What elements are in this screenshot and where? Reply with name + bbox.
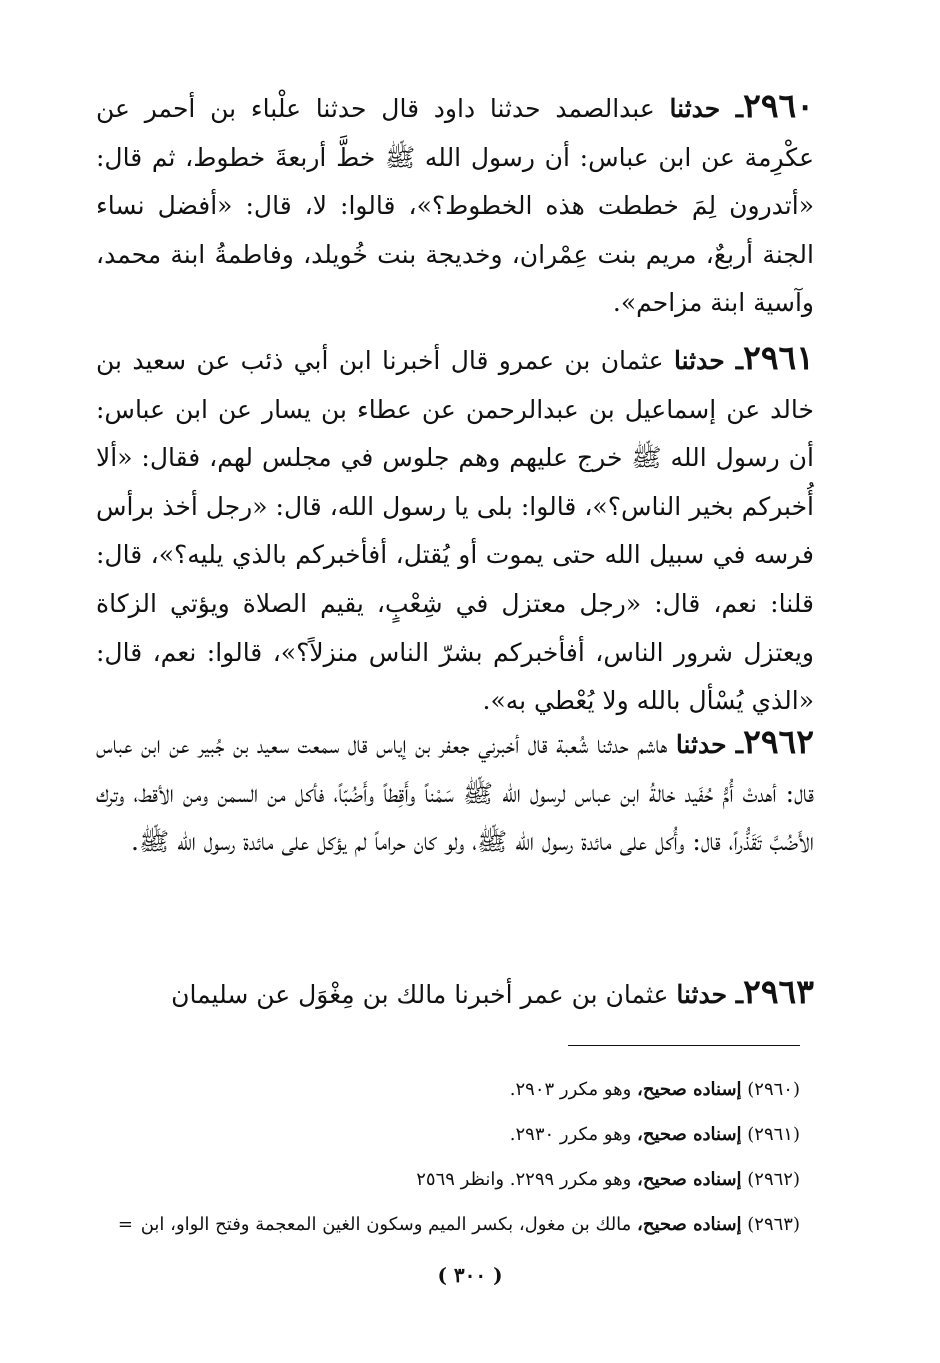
footnote-keyword: إسناده صحيح، <box>637 1079 742 1100</box>
hadith-dash: ـ <box>727 980 744 1009</box>
hadith-dash: ـ <box>726 730 744 759</box>
footnote-keyword: إسناده صحيح، <box>637 1124 742 1145</box>
hadith-body: عثمان بن عمر أخبرنا مالك بن مِغْوَل عن سليمان <box>171 980 669 1009</box>
hadith-number: ٢٩٦٣ <box>743 972 814 1011</box>
hadith-text-block-3 <box>96 718 814 867</box>
hadith-number: ٢٩٦٠ <box>743 86 815 125</box>
footnote-2961 <box>84 1112 800 1157</box>
hadith-keyword: حدثنا <box>669 94 721 123</box>
footnote-text: وهو مكرر ٢٩٣٠. <box>509 1124 632 1145</box>
footnote-text: وهو مكرر ٢٩٠٣. <box>509 1079 632 1100</box>
footnote-2963 <box>84 1202 800 1247</box>
hadith-number: ٢٩٦٢ <box>743 722 815 761</box>
footnote-keyword: إسناده صحيح، <box>637 1169 742 1190</box>
hadith-dash: ـ <box>724 346 744 375</box>
page-number: ( ٣٠٠ ) <box>437 1263 503 1287</box>
hadith-body: عثمان بن عمرو قال أخبرنا ابن أبي ذئب عن سعيد بن خالد عن إسماعيل بن عبدالرحمن عن عطاء بن يسار عن ابن عباس: أن رسول الله ﷺ خرج عليهم وهم جلوس في مجلس لهم، فقال: «ألا أُخبركم بخير الناس؟»، قالوا: بلى يا رسول الله، قال: «رجل أخذ برأس فرسه في سبيل الله حتى يموت أو يُقتل، أفأخبركم بالذي يليه؟»، قال: قلنا: نعم، قال: «رجل معتزل في شِعْبٍ، يقيم الصلاة ويؤتي الزكاة ويعتزل شرور الناس، أفأخبركم بشرّ الناس منزلاً؟»، قالوا: نعم، قال: «الذي يُسْأل بالله ولا يُعْطي به». <box>96 346 814 716</box>
hadith-dash: ـ <box>720 94 744 123</box>
hadith-text-block-2 <box>96 334 814 726</box>
hadith-2962 <box>96 718 814 867</box>
footnote-text: مالك بن مغول، بكسر الميم وسكون الغين المعجمة وفتح الواو، ابن <box>140 1214 632 1235</box>
hadith-number: ٢٩٦١ <box>743 338 814 377</box>
footnote-keyword: إسناده صحيح، <box>637 1214 742 1235</box>
hadith-keyword: حدثنا <box>675 730 727 759</box>
hadith-2960 <box>96 82 814 328</box>
hadith-body: هاشم حدثنا شُعبة قال أخبرني جعفر بن إياس قال سمعت سعيد بن جُبير عن ابن عباس قال: أهدتْ أُمُّ حُفَيد خالةُ ابن عباس لرسول الله ﷺ سَمْناً وأَقِطاً وأَضُبّاً، فأكل من السمن ومن الأقط، وترك الأَضُبَّ تَقَذُّراً، قال: وأُكل على مائدة رسول الله ﷺ، ولو كان حراماً لم يؤكل على مائدة رسول الله ﷺ. <box>96 730 814 857</box>
hadith-keyword: حدثنا <box>676 980 728 1009</box>
footnote-text: وهو مكرر ٢٢٩٩. وانظر ٢٥٦٩ <box>416 1169 632 1190</box>
footnote-2960 <box>84 1067 800 1112</box>
footnote-number: (٢٩٦١) <box>747 1124 800 1145</box>
footnote-number: (٢٩٦٠) <box>747 1079 800 1100</box>
hadith-text-block <box>96 82 814 328</box>
footnote-number: (٢٩٦٣) <box>747 1214 800 1235</box>
footnote-divider <box>568 1045 800 1046</box>
hadith-body: عبدالصمد حدثنا داود قال حدثنا علْباء بن أحمر عن عكْرِمة عن ابن عباس: أن رسول الله ﷺ خطَّ أربعةَ خطوط، ثم قال: «أتدرون لِمَ خططت هذه الخطوط؟»، قالوا: لا، قال: «أفضل نساء الجنة أربعٌ، مريم بنت عِمْران، وخديجة بنت خُويلد، وفاطمةُ ابنة محمد، وآسية ابنة مزاحم». <box>96 94 814 318</box>
footnote-number: (٢٩٦٢) <box>747 1169 800 1190</box>
hadith-keyword: حدثنا <box>673 346 725 375</box>
footnote-2962 <box>84 1157 800 1202</box>
footnotes <box>84 1067 800 1247</box>
footnote-continuation-mark: = <box>117 1214 133 1235</box>
hadith-2961 <box>96 334 814 726</box>
hadith-2963 <box>96 968 814 1020</box>
hadith-text-block-4 <box>96 968 814 1020</box>
